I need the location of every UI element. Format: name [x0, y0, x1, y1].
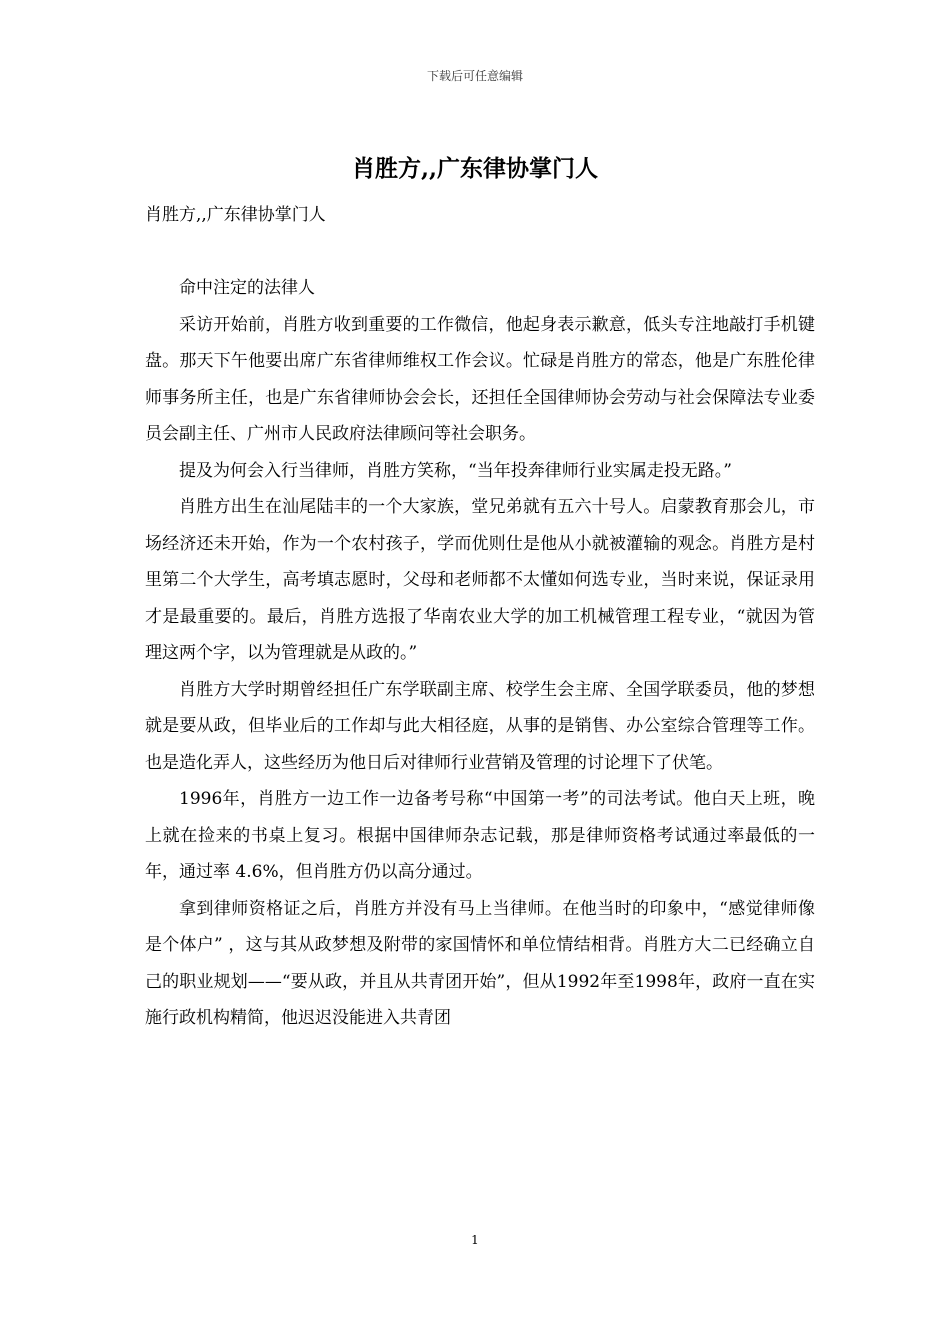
section-heading: 命中注定的法律人 — [179, 278, 315, 298]
paragraph: 1996年，肖胜方一边工作一边备考号称“中国第一考”的司法考试。他白天上班，晚上就在捡来的书桌上复习。根据中国律师杂志记载，那是律师资格考试通过率最低的一年，通过率 4.6%，但肖胜方仍以高分通过。 — [145, 789, 815, 882]
document-body — [145, 270, 815, 1037]
page-number: 1 — [471, 1233, 479, 1247]
document-title: 肖胜方,,广东律协掌门人 — [351, 155, 598, 182]
paragraph: 肖胜方大学时期曾经担任广东学联副主席、校学生会主席、全国学联委员，他的梦想就是要从政，但毕业后的工作却与此大相径庭，从事的是销售、办公室综合管理等工作。也是造化弄人，这些经历为他日后对律师行业营销及管理的讨论埋下了伏笔。 — [145, 679, 815, 773]
header-note: 下载后可任意编辑 — [426, 69, 523, 83]
paragraph: 肖胜方出生在汕尾陆丰的一个大家族，堂兄弟就有五六十号人。启蒙教育那会儿，市场经济还未开始，作为一个农村孩子，学而优则仕是他从小就被灌输的观念。肖胜方是村里第二个大学生，高考填志愿时，父母和老师都不太懂如何选专业，当时来说，保证录用才是最重要的。最后，肖胜方选报了华南农业大学的加工机械管理工程专业，“就因为管理这两个字，以为管理就是从政的。” — [145, 497, 815, 663]
paragraph: 提及为何会入行当律师，肖胜方笑称，“当年投奔律师行业实属走投无路。” — [179, 460, 732, 481]
paragraph: 拿到律师资格证之后，肖胜方并没有马上当律师。在他当时的印象中，“感觉律师像是个体户” ，这与其从政梦想及附带的家国情怀和单位情结相背。肖胜方大二已经确立自己的职业规划——“要从政，并且从共青团开始”，但从1992年至1998年，政府一直在实施行政机构精简，他迟迟没能进入共青团 — [145, 898, 815, 1028]
paragraph: 采访开始前，肖胜方收到重要的工作微信，他起身表示歉意，低头专注地敲打手机键盘。那天下午他要出席广东省律师维权工作会议。忙碌是肖胜方的常态，他是广东胜伦律师事务所主任，也是广东省律师协会会长，还担任全国律师协会劳动与社会保障法专业委员会副主任、广州市人民政府法律顾问等社会职务。 — [145, 314, 815, 444]
document-subtitle: 肖胜方,,广东律协掌门人 — [145, 205, 326, 225]
